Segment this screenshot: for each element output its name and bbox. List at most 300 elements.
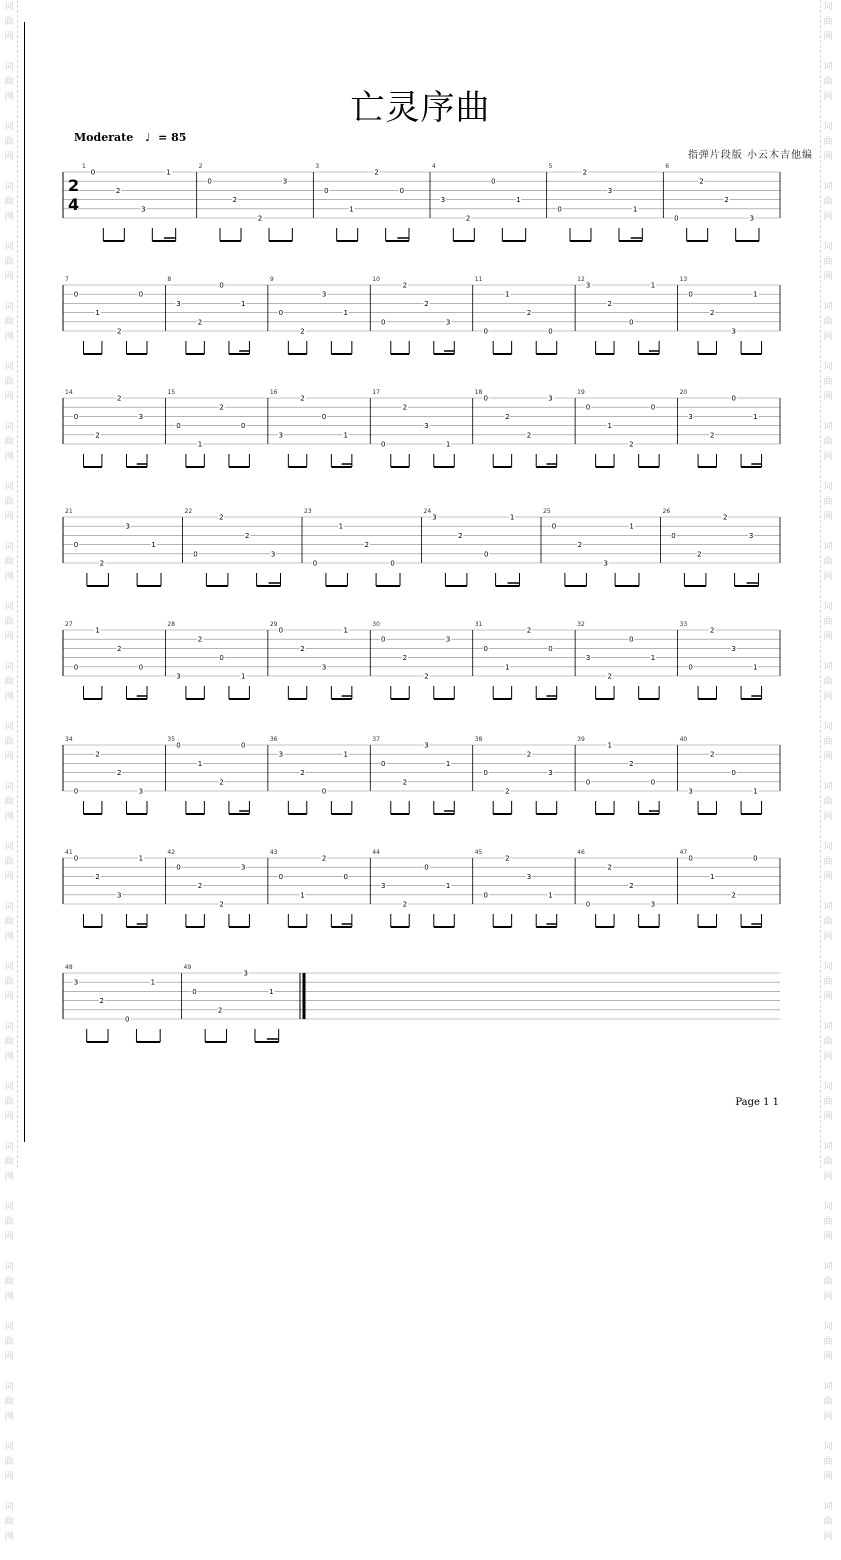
fret-digit: 2 [217, 1006, 223, 1015]
measure-number: 24 [423, 508, 432, 515]
fret-digit: 0 [321, 787, 327, 796]
watermark-char: 曲 [823, 557, 833, 567]
fret-digit: 0 [424, 863, 429, 872]
fret-digit: 3 [424, 422, 429, 431]
watermark-char: 网 [823, 1412, 833, 1422]
watermark-char: 网 [823, 272, 833, 282]
watermark-char: 网 [823, 632, 833, 642]
fret-digit: 0 [548, 644, 553, 653]
fret-digit: 3 [585, 654, 591, 663]
fret-digit: 2 [709, 626, 715, 635]
fret-digit: 1 [445, 440, 451, 449]
fret-digit: 0 [688, 854, 693, 863]
fret-digit: 1 [709, 872, 715, 881]
measure-number: 29 [269, 621, 278, 628]
watermark-char: 网 [823, 812, 833, 822]
watermark-char: 词 [4, 962, 14, 972]
fret-digit: 3 [731, 644, 737, 653]
watermark-char: 曲 [4, 317, 14, 327]
fret-digit: 2 [424, 299, 429, 308]
fret-digit: 3 [424, 741, 429, 750]
fret-digit: 0 [399, 186, 405, 195]
fret-digit: 3 [445, 318, 451, 327]
fret-digit: 0 [551, 522, 557, 531]
fret-digit: 2 [607, 672, 612, 681]
watermark-char: 网 [4, 392, 14, 402]
fret-digit: 0 [491, 177, 496, 186]
watermark-char: 网 [823, 452, 833, 462]
fret-digit: 0 [312, 559, 318, 568]
measure-number: 15 [167, 389, 176, 396]
measure-number: 26 [662, 508, 671, 515]
fret-digit: 1 [505, 290, 510, 299]
fret-digit: 3 [243, 969, 248, 978]
page-number: Page 1 1 [735, 1097, 779, 1108]
measure-number: 13 [679, 276, 688, 283]
watermark-char: 词 [4, 422, 14, 432]
fret-digit: 0 [192, 987, 197, 996]
fret-digit: 0 [193, 550, 198, 559]
fret-digit: 0 [483, 891, 488, 900]
fret-digit: 0 [381, 318, 386, 327]
fret-digit: 3 [432, 513, 437, 522]
measure-number: 31 [474, 621, 483, 628]
watermark-char: 网 [823, 392, 833, 402]
fret-digit: 0 [138, 290, 144, 299]
arranger-credit: 指弹片段版 小云木吉他编 [687, 150, 813, 161]
fret-digit: 3 [141, 205, 146, 214]
watermark-char: 网 [4, 1412, 14, 1422]
watermark-char: 曲 [4, 1217, 14, 1227]
watermark-char: 网 [4, 1052, 14, 1062]
fret-digit: 3 [688, 787, 693, 796]
watermark-char: 曲 [823, 737, 833, 747]
fret-digit: 2 [526, 626, 532, 635]
watermark-char: 曲 [823, 617, 833, 627]
measure-number: 20 [679, 389, 688, 396]
fret-digit: 0 [241, 422, 246, 431]
watermark-char: 词 [4, 2, 14, 12]
fret-digit: 2 [374, 168, 379, 177]
fret-digit: 3 [748, 531, 754, 540]
watermark-char: 网 [4, 92, 14, 102]
measure-number: 49 [183, 964, 192, 971]
watermark-char: 词 [4, 722, 14, 732]
measure-number: 11 [474, 276, 483, 283]
watermark-char: 曲 [823, 437, 833, 447]
measure-number: 30 [372, 621, 380, 628]
fret-digit: 0 [629, 635, 634, 644]
watermark-char: 网 [823, 752, 833, 762]
watermark-char: 网 [4, 1352, 14, 1362]
fret-digit: 1 [150, 978, 156, 987]
fret-digit: 2 [629, 440, 634, 449]
measure-number: 14 [65, 389, 73, 396]
measure-number: 43 [269, 849, 278, 856]
watermark-char: 词 [823, 122, 833, 132]
fret-digit: 1 [338, 522, 344, 531]
watermark-char: 词 [4, 1442, 14, 1452]
watermark-char: 曲 [4, 1157, 14, 1167]
fret-digit: 2 [709, 750, 715, 759]
watermark-char: 曲 [4, 1277, 14, 1287]
watermark-char: 词 [823, 662, 833, 672]
watermark-char: 曲 [823, 1157, 833, 1167]
measure-number: 6 [665, 163, 670, 170]
measure-number: 45 [474, 849, 483, 856]
watermark-char: 词 [4, 182, 14, 192]
watermark-char: 曲 [4, 137, 14, 147]
watermark-char: 网 [4, 512, 14, 522]
watermark-char: 词 [4, 302, 14, 312]
fret-digit: 0 [125, 1015, 130, 1024]
fret-digit: 1 [629, 522, 634, 531]
measure-number: 12 [577, 276, 585, 283]
fret-digit: 0 [278, 626, 284, 635]
fret-digit: 0 [278, 872, 284, 881]
watermark-char: 网 [4, 1172, 14, 1182]
fret-digit: 1 [516, 196, 521, 205]
fret-digit: 0 [753, 854, 758, 863]
fret-digit: 2 [402, 403, 408, 412]
watermark-char: 词 [823, 1322, 833, 1332]
time-signature-bottom: 4 [68, 195, 80, 214]
fret-digit: 2 [526, 431, 532, 440]
fret-digit: 1 [445, 759, 451, 768]
fret-digit: 1 [343, 309, 348, 318]
watermark-char: 网 [4, 992, 14, 1002]
watermark-char: 曲 [823, 497, 833, 507]
watermark-char: 曲 [823, 17, 833, 27]
fret-digit: 3 [278, 431, 284, 440]
fret-digit: 0 [674, 214, 679, 223]
watermark-char: 词 [4, 842, 14, 852]
watermark-char: 网 [823, 1292, 833, 1302]
watermark-char: 词 [823, 1142, 833, 1152]
fret-digit: 2 [364, 541, 369, 550]
fret-digit: 1 [95, 309, 100, 318]
watermark-char: 曲 [4, 1517, 14, 1527]
measure-number: 34 [65, 736, 73, 743]
watermark-char: 词 [4, 902, 14, 912]
watermark-char: 词 [823, 1262, 833, 1272]
fret-digit: 3 [526, 872, 532, 881]
watermark-char: 词 [823, 182, 833, 192]
watermark-char: 曲 [823, 1457, 833, 1467]
fret-digit: 0 [73, 787, 79, 796]
tempo-text: Moderate [74, 131, 134, 144]
fret-digit: 2 [709, 431, 715, 440]
fret-digit: 0 [343, 872, 348, 881]
fret-digit: 1 [753, 663, 758, 672]
watermark-char: 网 [4, 1532, 14, 1542]
fret-digit: 2 [197, 635, 203, 644]
fret-digit: 1 [445, 882, 451, 891]
watermark-char: 曲 [4, 17, 14, 27]
fret-digit: 3 [585, 281, 591, 290]
fret-digit: 3 [548, 769, 553, 778]
watermark-char: 词 [823, 302, 833, 312]
measure-number: 25 [543, 508, 551, 515]
fret-digit: 2 [116, 769, 122, 778]
fret-digit: 2 [219, 403, 224, 412]
measure-number: 33 [679, 621, 688, 628]
measure-number: 32 [577, 621, 585, 628]
fret-digit: 0 [321, 412, 327, 421]
watermark-char: 词 [4, 1142, 14, 1152]
watermark-char: 网 [823, 932, 833, 942]
fret-digit: 2 [300, 394, 305, 403]
watermark-char: 曲 [823, 1337, 833, 1347]
fret-digit: 2 [723, 513, 728, 522]
watermark-char: 网 [4, 572, 14, 582]
watermark-char: 曲 [823, 677, 833, 687]
fret-digit: 0 [548, 327, 553, 336]
measure-number: 42 [167, 849, 176, 856]
fret-digit: 1 [269, 987, 274, 996]
fret-digit: 1 [753, 290, 758, 299]
fret-digit: 1 [505, 663, 510, 672]
fret-digit: 2 [582, 168, 588, 177]
watermark-char: 网 [4, 872, 14, 882]
fret-digit: 3 [125, 522, 130, 531]
fret-digit: 1 [343, 431, 348, 440]
fret-digit: 2 [629, 882, 634, 891]
fret-digit: 0 [324, 186, 329, 195]
fret-digit: 0 [73, 412, 79, 421]
fret-digit: 2 [607, 299, 612, 308]
measure-number: 47 [679, 849, 688, 856]
watermark-char: 词 [4, 1022, 14, 1032]
watermark-char: 曲 [4, 557, 14, 567]
watermark-char: 网 [823, 92, 833, 102]
watermark-char: 曲 [823, 137, 833, 147]
fret-digit: 2 [300, 327, 305, 336]
watermark-char: 网 [4, 332, 14, 342]
watermark-char: 曲 [4, 257, 14, 267]
fret-digit: 0 [483, 644, 488, 653]
fret-digit: 2 [526, 309, 532, 318]
watermark-char: 词 [4, 542, 14, 552]
watermark-char: 网 [823, 512, 833, 522]
fret-digit: 1 [509, 513, 515, 522]
watermark-char: 词 [823, 362, 833, 372]
page-title: 亡灵序曲 [350, 88, 491, 128]
fret-digit: 1 [632, 205, 638, 214]
watermark-char: 曲 [4, 437, 14, 447]
measure-number: 4 [432, 163, 436, 170]
fret-digit: 2 [219, 513, 224, 522]
fret-digit: 3 [73, 978, 79, 987]
watermark-char: 曲 [4, 1337, 14, 1347]
watermark-char: 词 [823, 2, 833, 12]
fret-digit: 1 [753, 787, 758, 796]
fret-digit: 3 [138, 787, 144, 796]
watermark-char: 词 [823, 1082, 833, 1092]
fret-digit: 0 [381, 759, 386, 768]
watermark-char: 词 [4, 1262, 14, 1272]
watermark-char: 词 [4, 1382, 14, 1392]
watermark-char: 词 [4, 362, 14, 372]
measure-number: 16 [269, 389, 278, 396]
measure-number: 8 [167, 276, 172, 283]
fret-digit: 3 [749, 214, 755, 223]
fret-digit: 3 [176, 299, 181, 308]
watermark-char: 网 [823, 1532, 833, 1542]
fret-digit: 2 [458, 531, 463, 540]
fret-digit: 1 [241, 672, 246, 681]
watermark-char: 网 [4, 452, 14, 462]
fret-digit: 3 [381, 882, 386, 891]
fret-digit: 1 [197, 759, 203, 768]
fret-digit: 1 [300, 891, 305, 900]
measure-number: 1 [82, 163, 86, 170]
watermark-char: 网 [823, 1472, 833, 1482]
fret-digit: 2 [505, 854, 510, 863]
watermark-char: 曲 [4, 497, 14, 507]
fret-digit: 0 [176, 422, 181, 431]
fret-digit: 2 [197, 882, 203, 891]
quarter-note-icon: ♩ [145, 131, 151, 144]
fret-digit: 3 [321, 663, 327, 672]
fret-digit: 0 [381, 635, 386, 644]
fret-digit: 0 [483, 394, 488, 403]
fret-digit: 3 [688, 412, 693, 421]
watermark-char: 网 [4, 152, 14, 162]
measure-number: 46 [577, 849, 585, 856]
fret-digit: 0 [671, 531, 676, 540]
fret-digit: 0 [390, 559, 395, 568]
measure-number: 10 [372, 276, 380, 283]
fret-digit: 3 [321, 290, 327, 299]
watermark-char: 曲 [823, 917, 833, 927]
fret-digit: 3 [731, 327, 737, 336]
watermark-char: 曲 [4, 1397, 14, 1407]
watermark-char: 网 [4, 1472, 14, 1482]
watermark-char: 网 [4, 752, 14, 762]
watermark-char: 曲 [4, 1037, 14, 1047]
watermark-char: 词 [823, 62, 833, 72]
watermark-char: 词 [4, 782, 14, 792]
fret-digit: 2 [95, 750, 100, 759]
watermark-char: 曲 [823, 77, 833, 87]
watermark-char: 曲 [823, 197, 833, 207]
watermark-char: 曲 [823, 317, 833, 327]
watermark-char: 曲 [823, 1397, 833, 1407]
fret-digit: 2 [724, 196, 729, 205]
watermark-char: 网 [4, 1292, 14, 1302]
fret-digit: 0 [585, 403, 591, 412]
fret-digit: 3 [445, 635, 451, 644]
watermark-char: 词 [823, 1202, 833, 1212]
watermark-char: 曲 [823, 1277, 833, 1287]
measure-number: 19 [577, 389, 585, 396]
watermark-char: 词 [4, 1502, 14, 1512]
watermark-char: 曲 [4, 917, 14, 927]
fret-digit: 2 [232, 196, 238, 205]
measure-number: 22 [184, 508, 193, 515]
watermark-char: 网 [823, 1172, 833, 1182]
watermark-char: 曲 [4, 1457, 14, 1467]
watermark-char: 网 [823, 1052, 833, 1062]
watermark-char: 网 [823, 332, 833, 342]
fret-digit: 3 [548, 394, 553, 403]
fret-digit: 2 [116, 644, 122, 653]
watermark-char: 词 [4, 602, 14, 612]
watermark-char: 网 [823, 1352, 833, 1362]
watermark-char: 词 [823, 242, 833, 252]
watermark-char: 网 [823, 212, 833, 222]
fret-digit: 0 [585, 778, 591, 787]
fret-digit: 3 [241, 863, 246, 872]
fret-digit: 1 [241, 299, 246, 308]
fret-digit: 2 [607, 863, 612, 872]
measure-number: 41 [65, 849, 73, 856]
watermark-char: 网 [823, 692, 833, 702]
fret-digit: 2 [424, 672, 429, 681]
measure-number: 2 [198, 163, 203, 170]
fret-digit: 2 [219, 778, 224, 787]
fret-digit: 1 [548, 891, 553, 900]
fret-digit: 3 [116, 891, 122, 900]
fret-digit: 1 [138, 854, 144, 863]
measure-number: 18 [474, 389, 483, 396]
watermark-char: 曲 [4, 857, 14, 867]
watermark-char: 网 [4, 272, 14, 282]
watermark-char: 词 [823, 1382, 833, 1392]
fret-digit: 0 [629, 318, 634, 327]
fret-digit: 1 [607, 422, 612, 431]
fret-digit: 1 [650, 654, 656, 663]
fret-digit: 0 [557, 205, 562, 214]
watermark-char: 词 [823, 1502, 833, 1512]
watermark-char: 词 [823, 902, 833, 912]
fret-digit: 1 [95, 626, 100, 635]
watermark-char: 词 [823, 1442, 833, 1452]
fret-digit: 0 [731, 769, 737, 778]
fret-digit: 0 [241, 741, 246, 750]
watermark-char: 网 [4, 1232, 14, 1242]
fret-digit: 2 [465, 214, 471, 223]
fret-digit: 0 [219, 281, 224, 290]
watermark-char: 曲 [4, 797, 14, 807]
watermark-char: 网 [823, 872, 833, 882]
watermark-char: 曲 [823, 1097, 833, 1107]
measure-number: 36 [269, 736, 278, 743]
fret-digit: 0 [73, 854, 79, 863]
watermark-char: 曲 [4, 977, 14, 987]
fret-digit: 1 [343, 750, 348, 759]
measure-number: 5 [548, 163, 553, 170]
watermark-char: 曲 [4, 77, 14, 87]
fret-digit: 0 [219, 654, 224, 663]
watermark-char: 网 [823, 572, 833, 582]
fret-digit: 1 [151, 541, 156, 550]
watermark-char: 词 [4, 662, 14, 672]
fret-digit: 2 [402, 778, 408, 787]
fret-digit: 0 [90, 168, 96, 177]
measure-number: 27 [65, 621, 73, 628]
watermark-char: 词 [823, 422, 833, 432]
fret-digit: 0 [176, 741, 181, 750]
watermark-char: 词 [823, 482, 833, 492]
fret-digit: 3 [282, 177, 288, 186]
measure-number: 39 [577, 736, 585, 743]
fret-digit: 1 [166, 168, 171, 177]
fret-digit: 1 [607, 741, 612, 750]
measure-number: 21 [65, 508, 73, 515]
watermark-char: 网 [4, 32, 14, 42]
